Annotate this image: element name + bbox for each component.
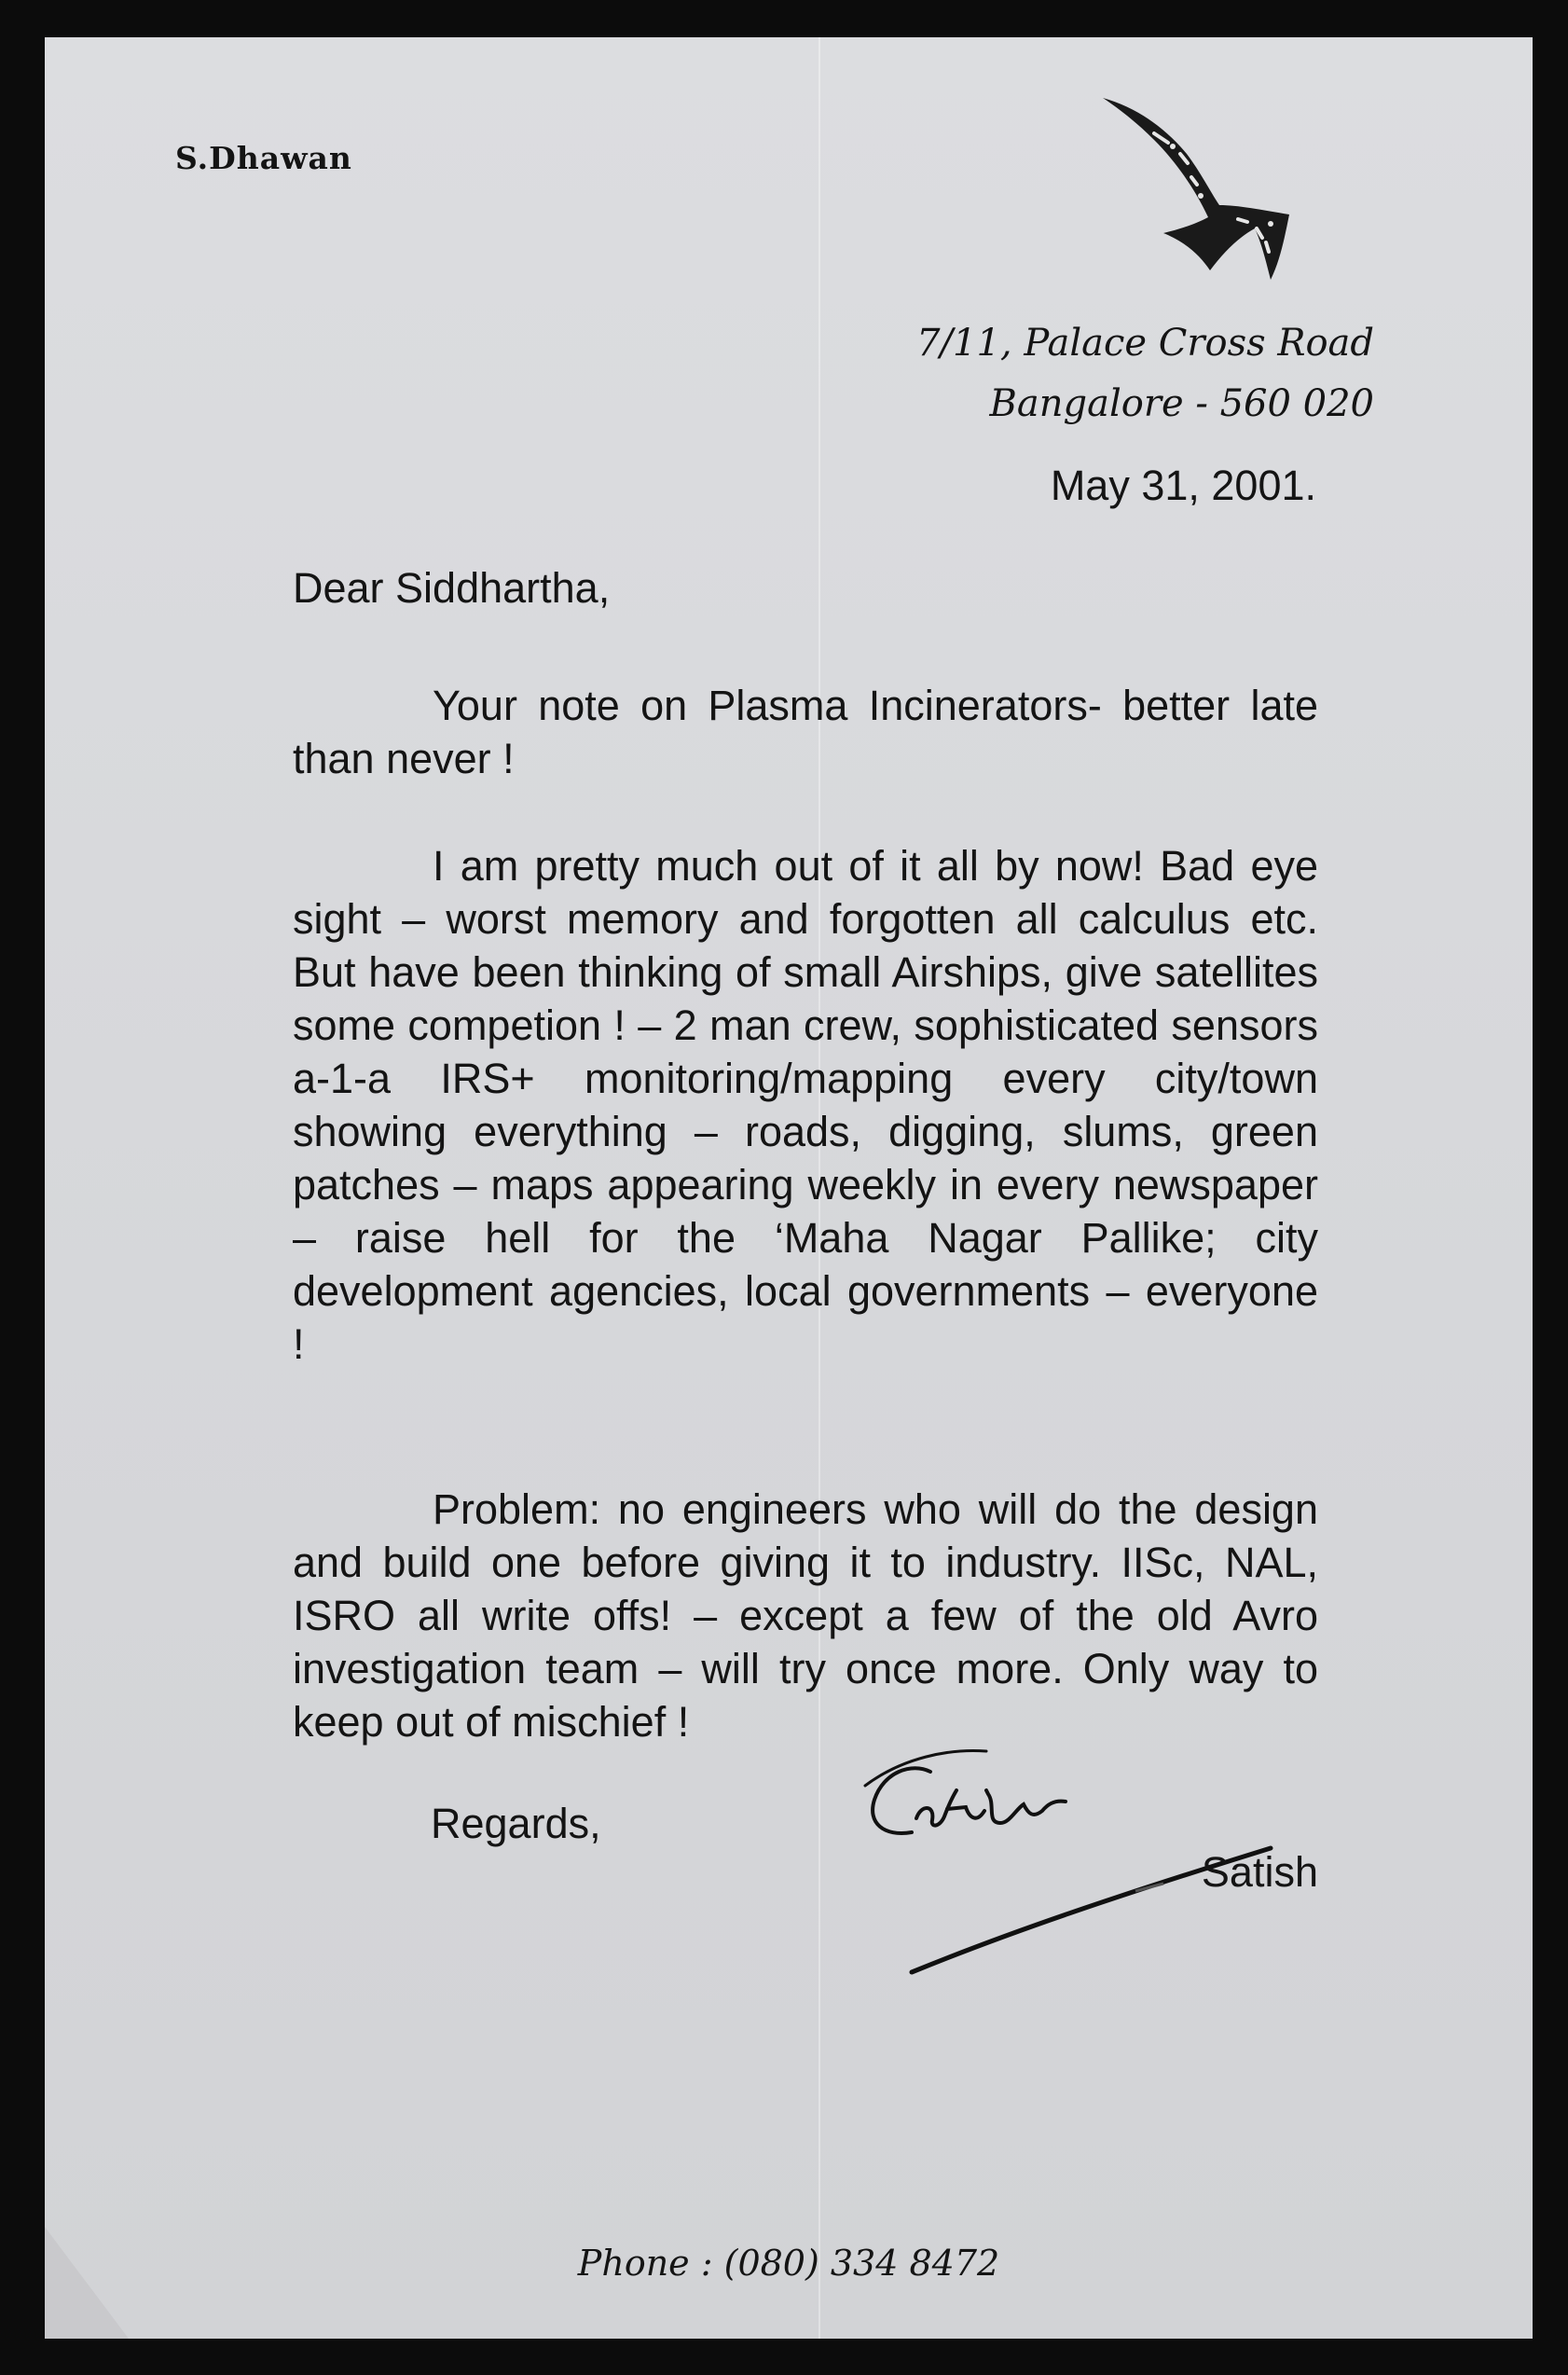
letter-sheet	[45, 37, 1533, 2339]
paragraph-3	[293, 1483, 1318, 1748]
paragraph-3-text: Problem: no engineers who will do the design and build one before giving it to industry. IISc, NAL, ISRO all write offs! – except a few of the old Avro investigation team – will try once more. Only way to keep out of mischief !	[293, 1485, 1318, 1746]
salutation: Dear Siddhartha,	[293, 564, 611, 612]
sender-name: S.Dhawan	[175, 140, 352, 176]
paragraph-1-text: Your note on Plasma Incinerators- better late than never !	[293, 682, 1318, 782]
paragraph-1	[293, 679, 1318, 785]
address-line-1: 7/11, Palace Cross Road	[916, 322, 1374, 365]
letter-date: May 31, 2001.	[1050, 462, 1316, 509]
address-line-2: Bangalore - 560 020	[989, 382, 1374, 425]
bird-icon	[1098, 89, 1322, 294]
typed-signature-name: Satish	[1201, 1848, 1318, 1896]
footer-phone: Phone : (080) 334 8472	[577, 2243, 1000, 2284]
paragraph-2	[293, 839, 1318, 1371]
closing: Regards,	[431, 1800, 601, 1847]
paragraph-2-text: I am pretty much out of it all by now! Bad eye sight – worst memory and forgotten all calculus etc. But have been thinking of small Airships, give satellites some competion ! – 2 man crew, sophisticated sensors a-1-a IRS+ monitoring/mapping every city/town showing everything – roads, digging, slums, green patches – maps appearing weekly in every newspaper – raise hell for the ‘Maha Nagar Pallike; city development agencies, local governments – everyone !	[293, 842, 1318, 1368]
